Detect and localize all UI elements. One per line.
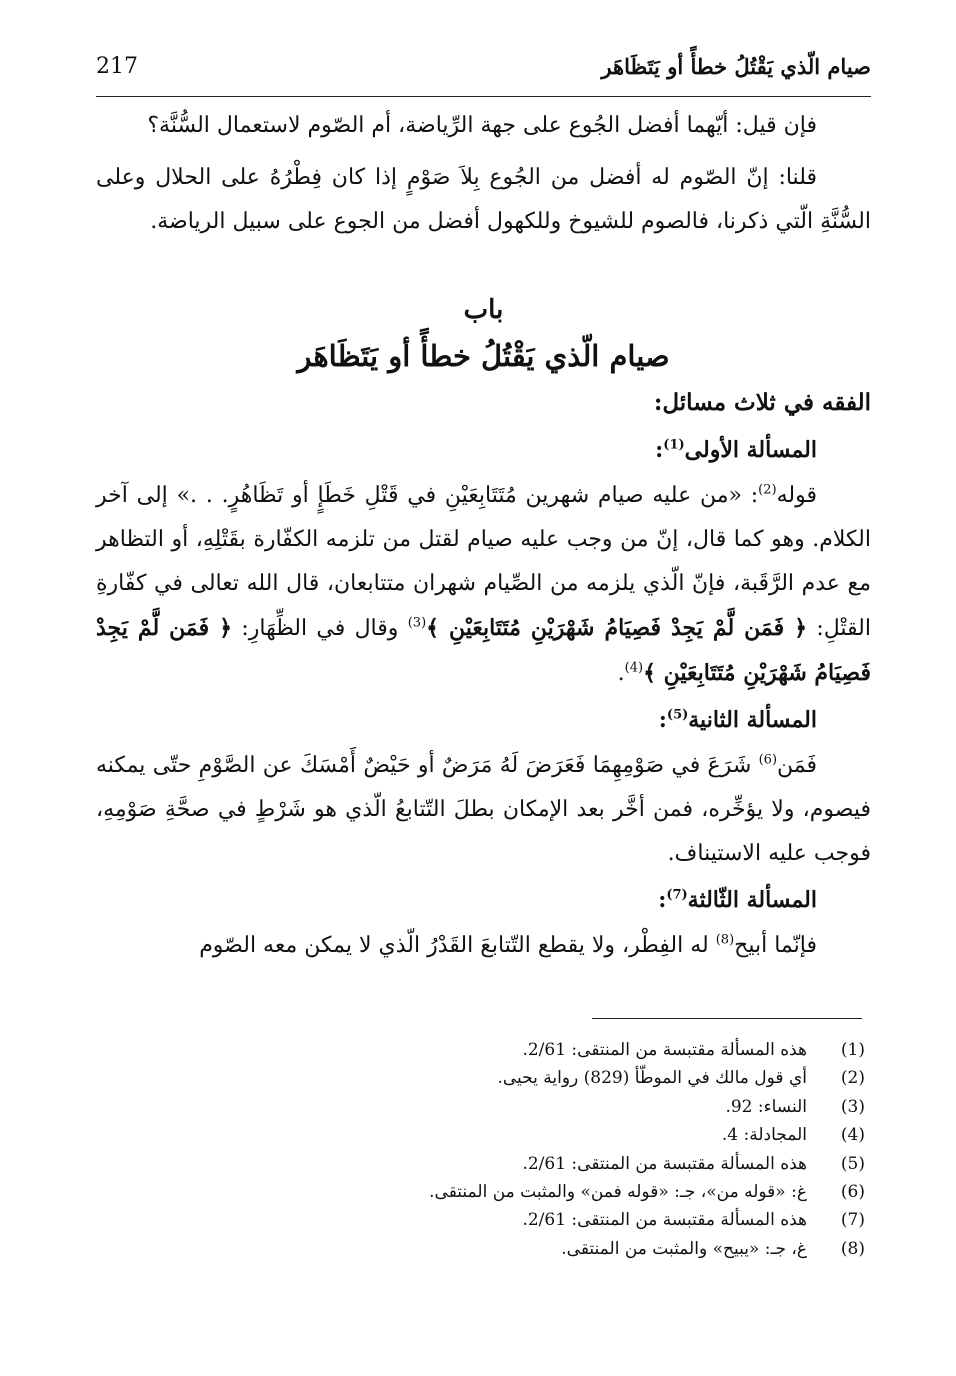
footnote-text: غ، جـ: «يبيح» والمثبت من المنتقى. xyxy=(561,1238,807,1259)
footnote xyxy=(96,1121,871,1149)
footnote-ref[interactable]: (3) xyxy=(407,615,427,631)
footnote-text: هذه المسألة مقتبسة من المنتقى: 2/61. xyxy=(522,1040,807,1060)
text-run: . xyxy=(617,661,625,686)
issue-heading-2 xyxy=(96,696,871,744)
footnote xyxy=(96,1235,871,1263)
footnote-number: (8) xyxy=(840,1238,865,1259)
text-run: فإنّما أبيح xyxy=(734,933,817,958)
header-rule xyxy=(96,96,871,97)
footnote-ref[interactable]: (1) xyxy=(663,437,685,453)
footnote-ref[interactable]: (6) xyxy=(758,752,778,768)
footnote-text: أي قول مالك في الموطّأ (829) رواية يحيى. xyxy=(497,1068,807,1089)
footnote xyxy=(96,1093,871,1121)
footnote xyxy=(96,1178,871,1206)
quran-verse: ﴿ فَمَن لَّمْ يَجِدْ فَصِيَامُ شَهْرَيْنِ مُتَتَابِعَيْنِ ﴾ xyxy=(96,615,871,686)
footnote-text: المجادلة: 4. xyxy=(721,1125,807,1146)
footnotes xyxy=(96,1036,871,1263)
quran-verse: ﴿ فَمَن لَّمْ يَجِدْ فَصِيَامُ شَهْرَيْنِ مُتَتَابِعَيْنِ ﴾ xyxy=(426,615,808,641)
footnote-text: هذه المسألة مقتبسة من المنتقى: 2/61. xyxy=(522,1210,807,1231)
footnote-number: (5) xyxy=(840,1153,865,1174)
text-run: شَرَعَ في صَوْمِهِمَا فَعَرَضَ لَهُ مَرَضٌ أو حَيْضٌ أَمْسَكَ عن الصَّوْمِ حتّى يمكنه فيصوم، ولا يؤخِّره، فمن أخَّر بعد الإمكان بطلَ التّتابعُ الّذي هو شَرْطٍ في صحَّةِ صَوْمِهِ، فوجب عليه الاستيناف. xyxy=(96,753,871,866)
issue-paragraph-3 xyxy=(96,924,871,968)
issue-paragraph-1 xyxy=(96,474,871,696)
issue-heading-2-text: المسألة الثانية xyxy=(688,707,817,733)
paragraph-question: فإن قيل: أيّهما أفضل الجُوع على جهة الرِّياضة، أم الصّوم لاستعمال السُّنَّة؟ xyxy=(147,113,817,138)
chapter-label: باب xyxy=(463,295,504,325)
footnote-number: (6) xyxy=(840,1182,865,1203)
chapter-heading xyxy=(96,288,871,380)
footnote-rule xyxy=(592,1018,862,1019)
issue-paragraph-2 xyxy=(96,744,871,876)
text-run: وقال في الظِّهَارِ: xyxy=(232,616,408,641)
footnote-ref[interactable]: (8) xyxy=(715,932,735,948)
footnote-ref[interactable]: (5) xyxy=(666,707,689,723)
issue-heading-1 xyxy=(96,426,871,474)
running-title: صيام الّذي يَقْتُلُ خطأً أو يَتَظَاهَر xyxy=(601,53,871,79)
chapter-title: صيام الّذي يَقْتُلُ خطأً أو يَتَظَاهَر xyxy=(297,339,670,373)
footnote-number: (7) xyxy=(840,1210,865,1231)
text-run: قوله xyxy=(776,483,817,508)
issue-heading-3 xyxy=(96,876,871,924)
footnote-ref[interactable]: (7) xyxy=(666,887,688,903)
heading-colon: : xyxy=(658,887,667,913)
footnote-number: (2) xyxy=(840,1068,865,1089)
heading-colon: : xyxy=(658,707,667,733)
running-header xyxy=(96,42,871,90)
footnote xyxy=(96,1150,871,1178)
footnote xyxy=(96,1036,871,1064)
issue-heading-3-text: المسألة الثّالثة xyxy=(687,887,817,913)
footnote xyxy=(96,1206,871,1234)
footnote xyxy=(96,1064,871,1092)
footnote-number: (1) xyxy=(840,1040,865,1060)
page-number: 217 xyxy=(96,53,138,79)
footnote-number: (3) xyxy=(840,1096,865,1117)
main-text xyxy=(96,104,871,968)
heading-colon: : xyxy=(655,437,664,463)
text-run: له الفِطْر، ولا يقطع التّتابعَ القَدْرُ الّذي لا يمكن معه الصّوم xyxy=(199,933,716,958)
footnote-text: هذه المسألة مقتبسة من المنتقى: 2/61. xyxy=(522,1153,807,1174)
footnote-number: (4) xyxy=(840,1125,865,1146)
footnote-text: غ: «قوله من»، جـ: «قوله فمن» والمثبت من المنتقى. xyxy=(429,1182,807,1203)
text-run: فَمَن xyxy=(777,753,817,778)
footnote-ref[interactable]: (2) xyxy=(758,482,777,498)
section-intro: الفقه في ثلاث مسائل: xyxy=(653,389,871,416)
footnote-text: النساء: 92. xyxy=(725,1096,807,1117)
issue-heading-1-text: المسألة الأولى xyxy=(684,437,817,463)
paragraph-answer: قلنا: إنّ الصّوم له أفضل من الجُوع بِلاَ صَوْمٍ إذا كان فِطْرُهُ على الحلال وعلى السُّنَّةِ الّتي ذكرنا، فالصوم للشيوخ وللكهول أفضل من الجوع على سبيل الرياضة. xyxy=(96,165,871,234)
footnote-ref[interactable]: (4) xyxy=(624,660,644,676)
text-run: : «من عليه صيام شهرين مُتَتَابِعَيْنِ في قَتْلِ خَطَإٍ أو تَظَاهُرٍ. . .» إلى آخر الكلام. وهو كما قال، إنّ من وجب عليه صيام لقتل من تلزمه الكفّارة بقَتْلِهِ، أو التظاهر مع عدم الرَّقَبة، فإنّ الّذي يلزمه من الصِّيام شهران متتابعان، قال الله تعالى في كفّارةِ القتْلِ: xyxy=(96,483,872,641)
